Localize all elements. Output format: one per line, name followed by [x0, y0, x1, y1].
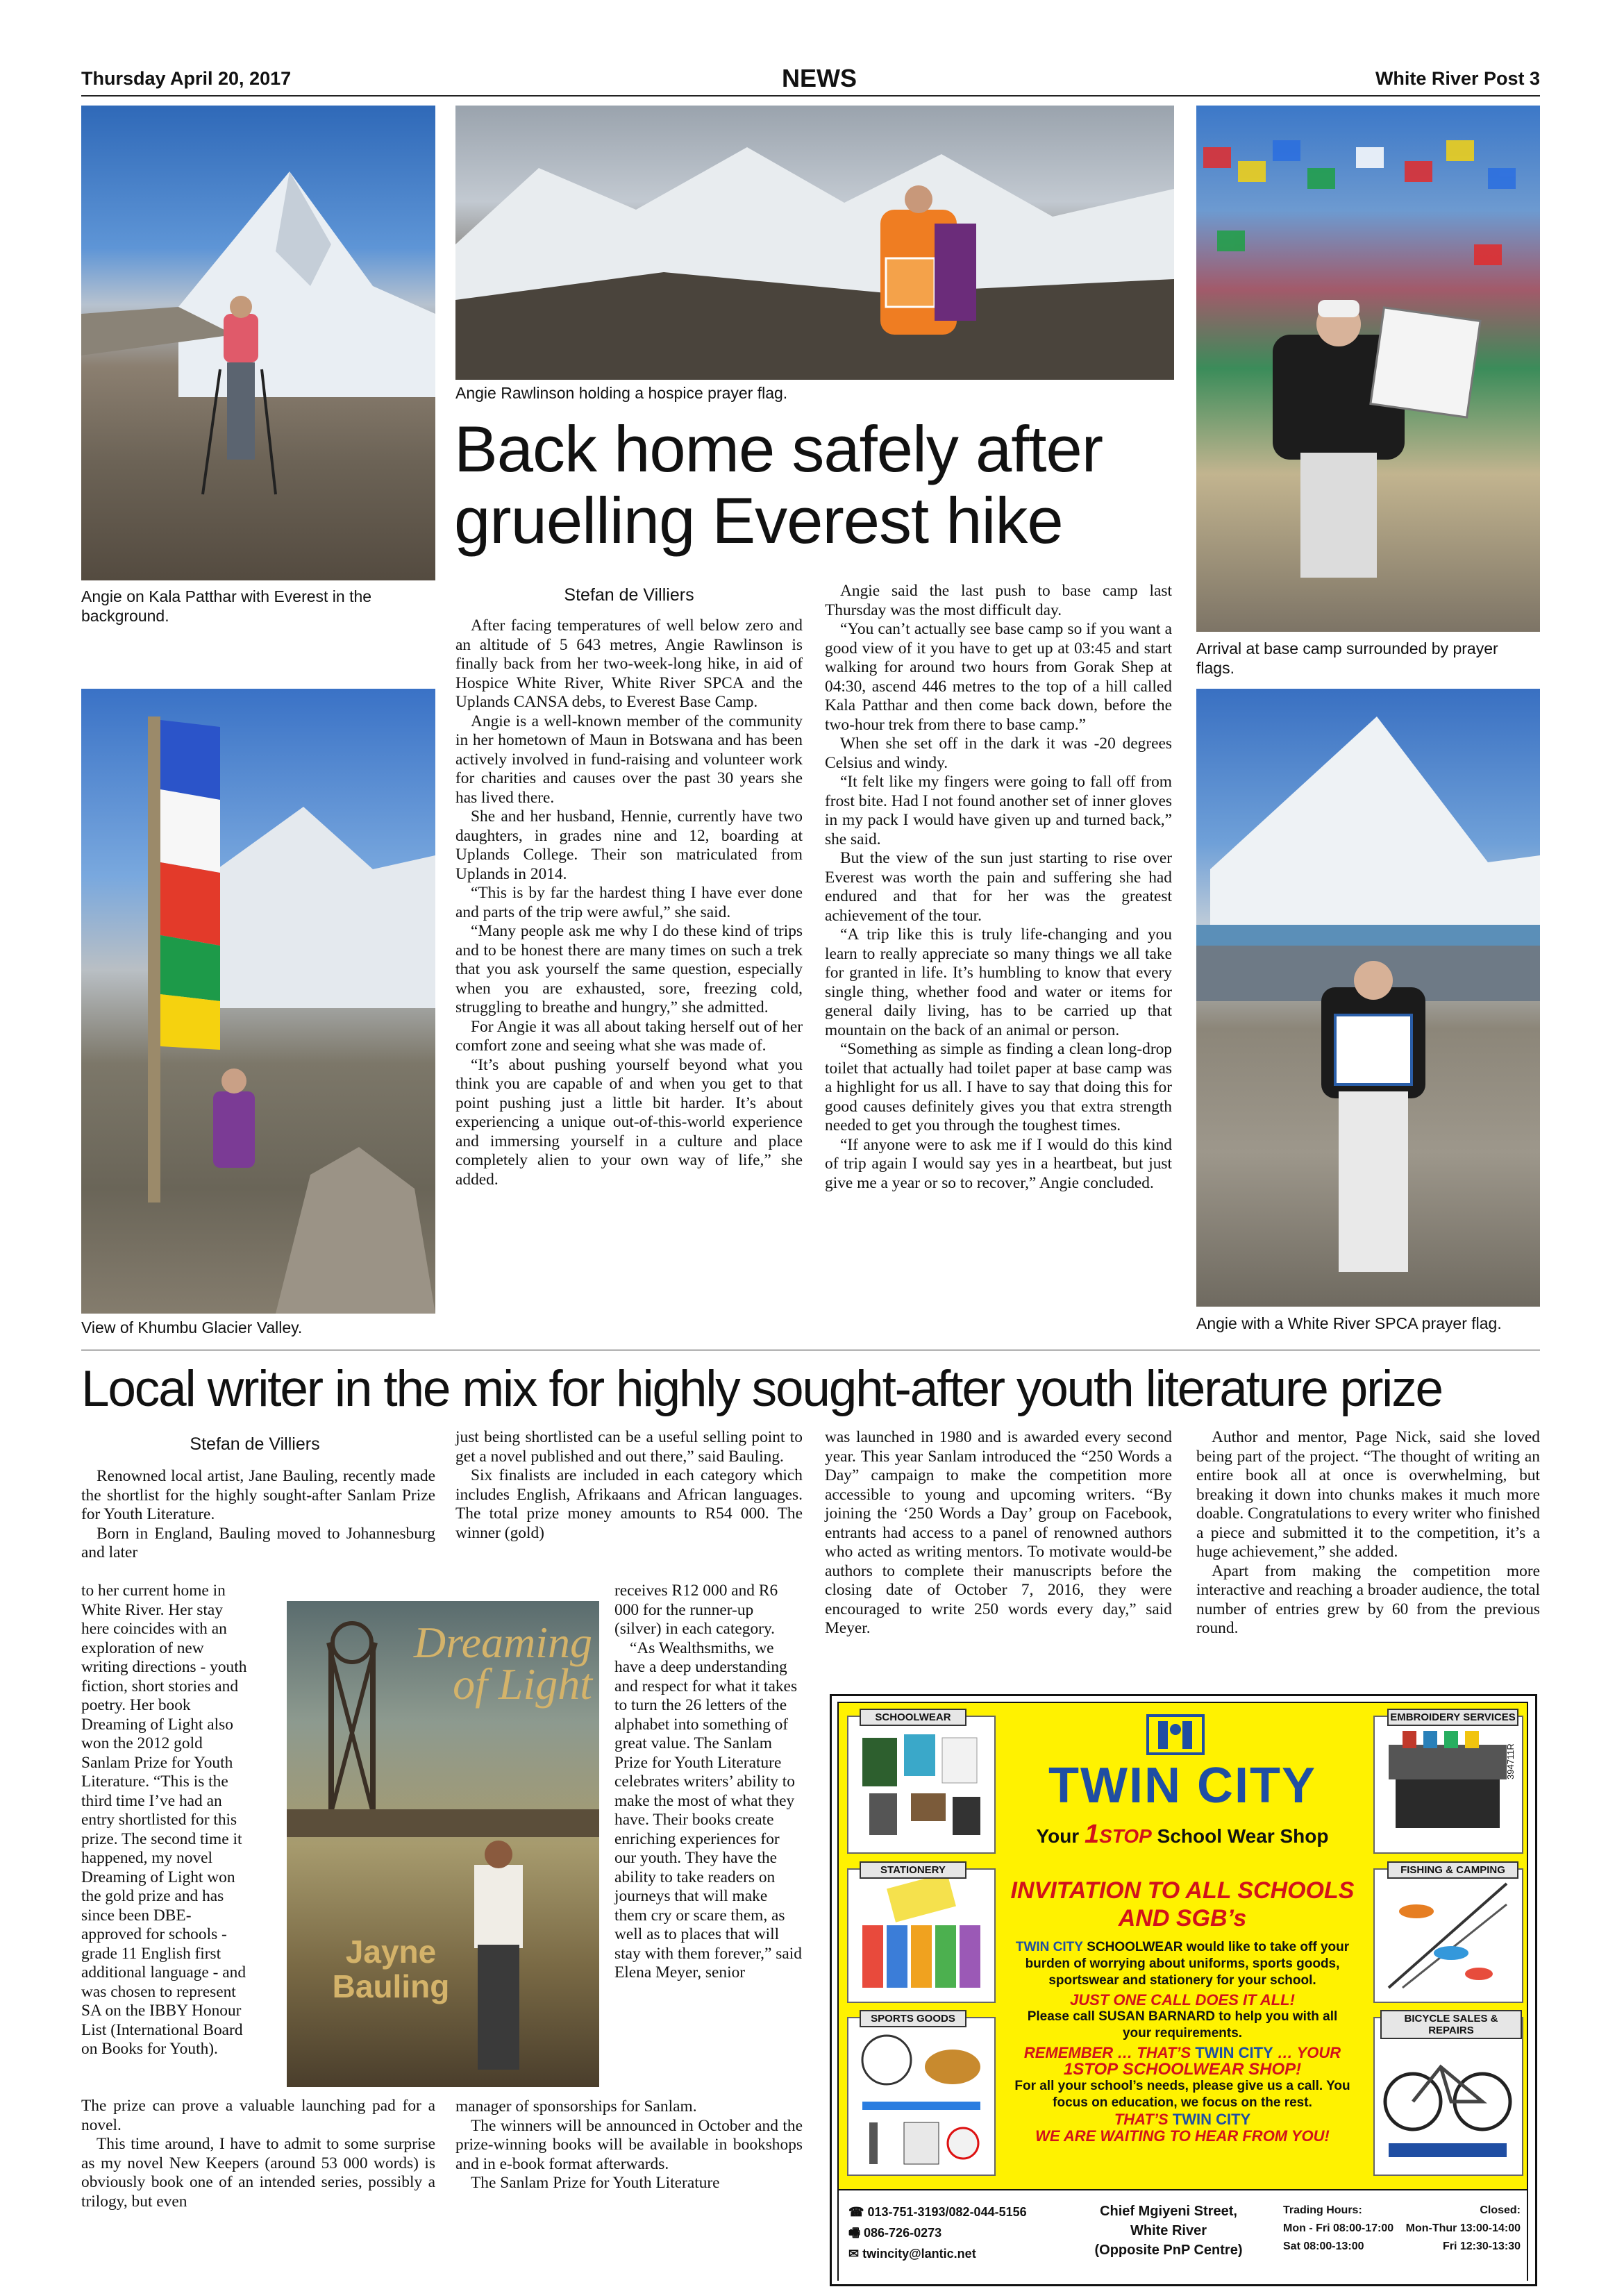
- address-block: [1078, 2202, 1259, 2260]
- book-title-line1: Dreaming: [413, 1618, 592, 1667]
- paragraph: “As Wealthsmiths, we have a deep understanding and respect for what it takes to turn the 26 letters of the alphabet into something of great value. The Sanlam Prize for Youth Literature celebrates writers’ ability to make the most of what they have. Their books create enriching experiences for our youth. They have the ability to take readers on journeys that will make them cry or scare them, as well as to places that will stay with them forever,” said Elena Meyer, senior: [614, 1639, 802, 1981]
- body-text-a: SCHOOLWEAR would like to take off your: [1087, 1940, 1350, 1954]
- ad-brand: TWIN CITY: [1048, 1758, 1316, 1813]
- please-call-a: Please call SUSAN BARNARD to help you with all: [1027, 2009, 1338, 2024]
- sports-tag: SPORTS GOODS: [860, 2010, 966, 2027]
- photo-spca: [1196, 689, 1540, 1307]
- sports-icon: [848, 2018, 991, 2172]
- paragraph: “This is by far the hardest thing I have ever done and parts of the trip were awful,” she said.: [455, 884, 803, 921]
- bicycle-tile: [1373, 2017, 1523, 2176]
- stationery-tile: [847, 1868, 996, 2003]
- book-author-line1: Jayne: [345, 1934, 437, 1970]
- contact-block: [848, 2202, 1027, 2264]
- sports-tile: [847, 2017, 996, 2176]
- schoolwear-tile: [847, 1716, 996, 1854]
- paragraph: was launched in 1980 and is awarded every second year. This year Sanlam introduced the “250 Words a Day” campaign to make the competition more accessible to young and upcoming writers. “By joining the ‘250 Words a Day’ group on Facebook, entrants had access to a panel of renowned authors who acted as writing mentors. To motivate would-be authors to complete their manuscripts before the closing date of October 7, 2016, they were encouraged to write 250 words every day,” said Meyer.: [825, 1428, 1172, 1637]
- paragraph: Born in England, Bauling moved to Johannesburg and later: [81, 1524, 435, 1561]
- twin-city-advert: [830, 1694, 1537, 2286]
- trading-hours: [1283, 2202, 1393, 2256]
- onestop-rest: SCHOOLWEAR SHOP!: [1122, 2060, 1302, 2079]
- invite-line2: AND SGB’s: [1118, 1905, 1247, 1932]
- caption-base-camp: Arrival at base camp surrounded by prayer flags.: [1196, 639, 1498, 677]
- photo-kala-patthar: [81, 106, 435, 580]
- embroidery-tag: EMBROIDERY SERVICES: [1387, 1709, 1518, 1726]
- book-title: [370, 1618, 592, 1709]
- teahouse-illustration: [1196, 689, 1540, 1307]
- schoolwear-tag: SCHOOLWEAR: [860, 1709, 966, 1726]
- paragraph: This time around, I have to admit to some surprise as my novel New Keepers (around 53 000 words) is obviously book one of an intended series, possibly a trilogy, but even: [81, 2135, 435, 2211]
- just-call: JUST ONE CALL DOES IT ALL!: [1070, 1991, 1295, 2009]
- closed-fri: Fri 12:30-13:30: [1442, 2240, 1521, 2252]
- mountain-illustration: [81, 106, 435, 580]
- ad-footer: [839, 2189, 1527, 2281]
- article2-column-1-top: [81, 1467, 435, 1563]
- book-cover: [287, 1601, 599, 2087]
- paragraph: Apart from making the competition more interactive and reaching a broader audience, the total number of entries grew by 60 from the previous round.: [1196, 1561, 1540, 1637]
- headline-line2: gruelling Everest hike: [454, 484, 1063, 557]
- article2-column-1-narrow: [81, 1582, 248, 2059]
- book-title-line2: of Light: [453, 1659, 592, 1709]
- page-label: White River Post 3: [1375, 68, 1540, 89]
- paragraph: Author and mentor, Page Nick, said she loved being part of the project. “The thought of writing an entire book all at once is overwhelming, but breaking it down into chunks makes it much more doable. Congratulations to every writer who finished a piece and submitted it to the competition, it’s a huge achievement,” she added.: [1196, 1428, 1540, 1561]
- paragraph: “It’s about pushing yourself beyond what you think you are capable of and when you get to that point pushing just a little bit harder. It’s about experiencing a unique out-of-this-world experience and immersing yourself in a culture and place completely alien to your own way of life,” she added.: [455, 1055, 803, 1189]
- onestop-stop: STOP: [1073, 2060, 1119, 2079]
- paragraph: “Something as simple as finding a clean long-drop toilet that actually had toilet paper at base camp was a highlight for us all. I have to say that doing this for good causes definitely gives you that extra strength needed to get you through the toughest times.: [825, 1040, 1172, 1134]
- valley-illustration: [81, 689, 435, 1314]
- paragraph: to her current home in White River. Her stay here coincides with an exploration of new writing directions - youth fiction, short stories and poetry. Her book Dreaming of Light also won the 2012 gold Sanlam Prize for Youth Literature. “This is the third time I’ve had an entry shortlisted for this prize. The second time it happened, my novel Dreaming of Light won the gold prize and has since been DBE-approved for schools - grade 11 English first additional language - and was chosen to represent SA on the IBBY Honour List (International Board on Books for Youth).: [81, 1582, 247, 2058]
- article2-column-2-bottom: [455, 2097, 803, 2193]
- email-icon: ✉: [848, 2247, 860, 2261]
- body-line-b: burden of worrying about uniforms, sports goods,: [1025, 1956, 1340, 1971]
- section-title: NEWS: [782, 64, 857, 92]
- body-brand: TWIN CITY: [1015, 1940, 1083, 1954]
- paragraph: “Many people ask me why I do these kind of trips and to be honest there are many times on such a trek that you ask yourself the same question, especially when you are exhausted, sore, freezing cold, struggling to breathe and hungry,” she admitted.: [455, 922, 803, 1016]
- slogan-one: 1: [1084, 1820, 1100, 1849]
- address-line2: White River: [1130, 2223, 1207, 2238]
- closed-weekday: Mon-Thur 13:00-14:00: [1405, 2222, 1521, 2234]
- fishing-icon: [1375, 1870, 1519, 1999]
- paragraph: After facing temperatures of well below zero and an altitude of 5 643 metres, Angie Rawlinson is finally back from her two-week-long hike, in aid of Hospice White River, White River SPCA and the Uplands CANSA debs, to Everest Base Camp.: [455, 617, 803, 711]
- stationery-tag: STATIONERY: [860, 1861, 966, 1879]
- paragraph: When she set off in the dark it was -20 degrees Celsius and windy.: [825, 735, 1172, 772]
- trading-sat: Sat 08:00-13:00: [1283, 2240, 1364, 2252]
- paragraph: Six finalists are included in each category which includes English, Afrikaans and African languages. The total prize money amounts to R54 000. The winner (gold): [455, 1466, 803, 1542]
- ad-body: [1005, 1939, 1359, 2145]
- paragraph: The winners will be announced in October and the prize-winning books will be available in bookshops and in e-book format afterwards.: [455, 2116, 803, 2173]
- paragraph: “If anyone were to ask me if I would do this kind of trip again I would say yes in a heartbeat, but just give me a year or so to recover,” Angie concluded.: [825, 1135, 1172, 1192]
- please-call-b: your requirements.: [1122, 2026, 1243, 2041]
- remember-b: … YOUR: [1277, 2044, 1341, 2061]
- article1-headline: [454, 413, 1176, 556]
- photo-prayer-flag: [455, 106, 1174, 380]
- contact-fax: 086-726-0273: [864, 2226, 942, 2240]
- caption-kala-patthar: Angie on Kala Patthar with Everest in the background.: [81, 587, 372, 625]
- closed-label: Closed:: [1480, 2204, 1521, 2216]
- ad-invite: [1005, 1877, 1359, 1932]
- paragraph: Angie said the last push to base camp last Thursday was the most difficult day.: [825, 582, 1172, 619]
- book-author-line2: Bauling: [332, 1968, 450, 2004]
- trading-label: Trading Hours:: [1283, 2204, 1362, 2216]
- paragraph: But the view of the sun just starting to rise over Everest was worth the pain and suffering she had endured and that for her was the greatest achievement of the tour.: [825, 849, 1172, 925]
- caption-spca: Angie with a White River SPCA prayer flag.: [1196, 1314, 1502, 1332]
- headline-line1: Back home safely after: [454, 412, 1103, 485]
- remember-a: REMEMBER … THAT’S: [1023, 2044, 1191, 2061]
- invite-line1: INVITATION TO ALL SCHOOLS: [1010, 1877, 1355, 1904]
- paragraph: The Sanlam Prize for Youth Literature: [471, 2174, 720, 2192]
- article1-column-1: [455, 617, 803, 1189]
- book-author: [328, 1934, 453, 2004]
- body-line-c: sportswear and stationery for your school.: [1048, 1973, 1316, 1988]
- paragraph: manager of sponsorships for Sanlam.: [455, 2097, 697, 2115]
- phone-icon: ☎: [848, 2205, 864, 2219]
- onestop-line: [1005, 2061, 1359, 2078]
- advert-inner: [837, 1702, 1528, 2281]
- address-line1: Chief Mgiyeni Street,: [1100, 2204, 1237, 2219]
- paragraph: just being shortlisted can be a useful selling point to get a novel published and out there,” said Bauling.: [455, 1428, 803, 1466]
- remember-brand: TWIN CITY: [1195, 2044, 1273, 2061]
- ad-slogan: [1019, 1820, 1346, 1850]
- slogan-stop: STOP: [1099, 1825, 1152, 1847]
- contact-email-row: [848, 2243, 1027, 2264]
- article2-column-4: [1196, 1428, 1540, 1639]
- bicycle-tag: BICYCLE SALES & REPAIRS: [1380, 2010, 1522, 2039]
- paragraph: The prize can prove a valuable launching pad for a novel.: [81, 2097, 435, 2134]
- article1-byline: Stefan de Villiers: [564, 585, 694, 605]
- address-line3: (Opposite PnP Centre): [1094, 2243, 1243, 2258]
- article2-column-2-narrow: [614, 1582, 803, 1983]
- prayer-flags-illustration: [1196, 106, 1540, 632]
- onestop-one: 1: [1063, 2060, 1073, 2079]
- fax-icon: 🖷: [848, 2226, 860, 2240]
- paragraph: receives R12 000 and R6 000 for the runner-up (silver) in each category.: [614, 1582, 778, 1638]
- photo-khumbu: [81, 689, 435, 1314]
- article2-headline: Local writer in the mix for highly sought-after youth literature prize: [81, 1361, 1442, 1417]
- paragraph: Renowned local artist, Jane Bauling, recently made the shortlist for the highly sought-after Sanlam Prize for Youth Literature.: [81, 1467, 435, 1523]
- article2-column-1-bottom: [81, 2097, 435, 2211]
- thats: THAT’S: [1114, 2111, 1169, 2128]
- slogan-your: Your: [1036, 1825, 1080, 1847]
- article2-column-2-top: [455, 1428, 803, 1543]
- closed-hours: [1403, 2202, 1521, 2256]
- contact-phone: 013-751-3193/082-044-5156: [867, 2205, 1027, 2219]
- stationery-icon: [848, 1870, 991, 1999]
- fishing-tag: FISHING & CAMPING: [1387, 1861, 1518, 1879]
- header-rule: [81, 95, 1540, 97]
- embroidery-machine-icon: [1375, 1717, 1519, 1850]
- thats-brand: TWIN CITY: [1172, 2111, 1251, 2128]
- contact-email: twincity@lantic.net: [862, 2247, 976, 2261]
- issue-date: Thursday April 20, 2017: [81, 68, 292, 89]
- bicycle-icon: [1375, 2018, 1519, 2172]
- paragraph: She and her husband, Hennie, currently have two daughters, in grades nine and 12, boarding at Uplands College. Their son matriculated from Uplands in 2014.: [455, 807, 803, 883]
- needs-b: focus on education, we focus on the rest.: [1053, 2095, 1312, 2110]
- paragraph: “You can’t actually see base camp so if you want a good view of it you have to get up at 03:45 and start walking for around two hours from Gorak Shep at 04:30, ascend 446 metres to the top of a hill called Kala Patthar and then come back down, before the two-hour trek from there to base camp.”: [825, 620, 1172, 734]
- caption-khumbu: View of Khumbu Glacier Valley.: [81, 1318, 303, 1336]
- waiting: WE ARE WAITING TO HEAR FROM YOU!: [1035, 2127, 1330, 2145]
- body-line-a: [1005, 1939, 1359, 1956]
- everest-panorama: [455, 106, 1174, 380]
- trading-weekday: Mon - Fri 08:00-17:00: [1283, 2222, 1394, 2234]
- ad-code: 394711R: [1505, 1743, 1516, 1779]
- embroidery-tile: [1373, 1716, 1523, 1854]
- uniform-icon: [848, 1717, 991, 1850]
- fishing-tile: [1373, 1868, 1523, 2003]
- paragraph: For Angie it was all about taking herself out of her comfort zone and seeing what she was made of.: [455, 1017, 803, 1055]
- remember-line: [1005, 2045, 1359, 2061]
- slogan-post: School Wear Shop: [1157, 1825, 1329, 1847]
- twin-city-logo-icon: [1134, 1709, 1217, 1757]
- article2-column-3: [825, 1428, 1172, 1639]
- article1-column-2: [825, 582, 1172, 1193]
- paragraph: “A trip like this is truly life-changing and you learn to really appreciate so many things we all take for granted in life. It’s humbling to know that every single thing, whether food and water or items for general daily living, has to be carried up that mountain on the back of an animal or person.: [825, 925, 1172, 1039]
- article2-byline: Stefan de Villiers: [190, 1434, 320, 1454]
- photo-base-camp: [1196, 106, 1540, 632]
- contact-fax-row: [848, 2222, 1027, 2243]
- paragraph: Angie is a well-known member of the community in her hometown of Maun in Botswana and has been actively involved in fund-raising and volunteer work for charities and causes over the past 30 years she has lived there.: [455, 712, 803, 807]
- contact-phone-row: [848, 2202, 1027, 2222]
- thats-line: [1005, 2111, 1359, 2128]
- caption-prayer-flag: Angie Rawlinson holding a hospice prayer flag.: [455, 384, 788, 402]
- needs-a: For all your school’s needs, please give us a call. You: [1014, 2079, 1350, 2093]
- paragraph: “It felt like my fingers were going to fall off from frost bite. Had I not found another set of inner gloves in my pack I would have given up and turned back,” she said.: [825, 773, 1172, 848]
